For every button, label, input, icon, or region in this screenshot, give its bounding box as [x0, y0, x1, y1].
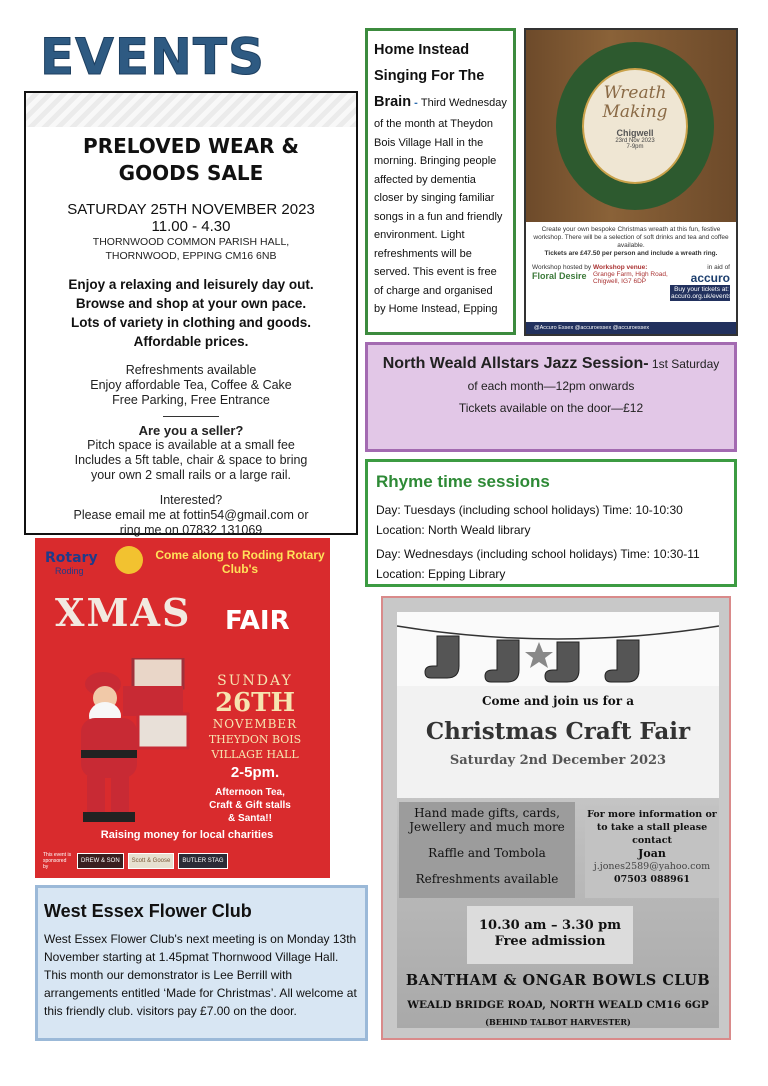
santa-illustration	[63, 658, 193, 828]
xmas-title: XMAS	[55, 590, 192, 635]
wreath-label: Wreath Making Chigwell 23rd Nov 2023 7-9pm	[584, 70, 686, 182]
dash: -	[411, 97, 421, 109]
accuro-logo: accuro	[690, 271, 730, 285]
craft-fair-poster	[381, 596, 731, 1040]
rhyme-session: Day: Wednesdays (including school holidays) Time: 10:30-11 Location: Epping Library	[376, 547, 700, 581]
xmas-fair-poster	[35, 538, 330, 878]
craft-fair-header: Come and join us for a Christmas Craft Fair Saturday 2nd December 2023	[397, 686, 719, 798]
preloved-time: 11.00 - 4.30	[151, 218, 231, 235]
preloved-highlights: Enjoy a relaxing and leisurely day out. Browse and shop at your own pace. Lots of variety in clothing and goods. Affordable prices.	[68, 277, 314, 349]
rotary-sub: Roding	[55, 566, 84, 576]
sponsor-logo: DREW & SON	[77, 853, 124, 869]
xmas-charity: Raising money for local charities	[100, 829, 274, 841]
rotary-logo: Rotary	[45, 550, 98, 566]
seller-info: Pitch space is available at a small fee Includes a 5ft table, chair & space to bring your own 2 small rails or a large rail.	[74, 438, 308, 482]
preloved-address: THORNWOOD COMMON PARISH HALL, THORNWOOD, EPPING CM16 6NB	[92, 236, 290, 262]
seller-heading: Are you a seller?	[138, 423, 244, 438]
divider	[163, 416, 219, 417]
home-instead-body: Third Wednesday of the month at Theydon Bois Village Hall in the morning. Bringing people affected by dementia closer by singing familiar songs in a fun and friendly environment. Light refreshments will be served. This event is free of charge and organised by Home Instead, Epping	[374, 97, 507, 315]
sponsor-logo: BUTLER STAG	[178, 853, 227, 869]
sponsor-logo: Scott & Goose	[128, 853, 175, 869]
craft-fair-attractions: Hand made gifts, cards, Jewellery and much more Raffle and Tombola Refreshments available	[399, 802, 575, 898]
jazz-tickets: Tickets available on the door—£12	[458, 401, 644, 415]
craft-fair-time: 10.30 am – 3.30 pm Free admission	[467, 906, 633, 964]
craft-fair-venue: BANTHAM & ONGAR BOWLS CLUB WEALD BRIDGE ROAD, NORTH WEALD CM16 6GP (BEHIND TALBOT HARVESTER)	[405, 972, 711, 1027]
jazz-session-box: North Weald Allstars Jazz Session- 1st Saturday of each month—12pm onwards Tickets available on the door—£12	[365, 342, 737, 452]
jazz-title: North Weald Allstars Jazz Session-	[382, 355, 649, 372]
wreath-image	[526, 30, 736, 222]
flower-club-box	[35, 885, 368, 1041]
wreath-making-poster	[524, 28, 738, 336]
preloved-date: SATURDAY 25TH NOVEMBER 2023	[67, 201, 315, 218]
rhyme-session: Day: Tuesdays (including school holidays) Time: 10-10:30 Location: North Weald library	[376, 503, 683, 537]
craft-fair-contact: For more information or to take a stall please contact Joan j.jones2589@yahoo.com 07503 088961	[585, 806, 719, 898]
craft-fair-date: Saturday 2nd December 2023	[449, 753, 667, 768]
xmas-extras: Afternoon Tea, Craft & Gift stalls & Santa!!	[209, 787, 291, 824]
xmas-time: 2-5pm.	[230, 764, 280, 781]
preloved-info: Refreshments available Enjoy affordable Tea, Coffee & Cake Free Parking, Free Entrance	[90, 363, 292, 407]
floral-desire-logo: Floral Desire	[532, 271, 587, 281]
home-instead-box	[365, 28, 516, 335]
rhyme-title: Rhyme time sessions	[376, 472, 550, 491]
stockings-illustration	[397, 612, 719, 692]
preloved-sale-box	[24, 91, 358, 535]
contact-info: Interested? Please email me at fottin54@gmail.com or ring me on 07832 131069	[73, 493, 309, 537]
leaves-decoration	[26, 93, 356, 127]
sponsor-row: This event is sponsored by DREW & SON Scott & Goose BUTLER STAG	[43, 852, 329, 870]
wreath-footer: @Accuro Essex @accuroessex @accuroessex	[526, 322, 736, 334]
home-instead-title: Home Instead Singing For The Brain	[374, 42, 485, 110]
xmas-date: SUNDAY 26TH NOVEMBER THEYDON BOIS VILLAGE HALL	[208, 673, 302, 761]
flower-club-body: West Essex Flower Club's next meeting is on Monday 13th November starting at 1.45pmat Thornwood Village Hall. This month our demonstrator is Lee Berrill with arrangements entitled ‘Made for Christmas’. All welcome at this friendly club. visitors pay £7.00 on the door.	[44, 932, 357, 1018]
fair-title: FAIR	[225, 606, 290, 636]
jazz-schedule: of each month—12pm onwards	[467, 379, 635, 393]
craft-fair-title: Christmas Craft Fair	[425, 718, 691, 745]
page-title: EVENTS	[40, 28, 265, 86]
wreath-details: Workshop hosted by Floral Desire Workshop venue: Grange Farm, High Road, Chigwell, IG7 6DP in aid of accuro Buy your tickets at: accuro.org.uk/events	[532, 264, 732, 300]
xmas-invite: Come along to Roding Rotary Club's	[155, 548, 325, 576]
flower-club-title: West Essex Flower Club	[44, 901, 252, 921]
wreath-description: Create your own bespoke Christmas wreath at this fun, festive workshop. There will be a selection of soft drinks and tea and coffee available. Tickets are £47.50 per person and include a wreath ring.	[533, 226, 729, 257]
rotary-wheel-icon	[115, 546, 143, 574]
preloved-title: PRELOVED WEAR & GOODS SALE	[83, 134, 299, 185]
rhyme-time-box	[365, 459, 737, 587]
